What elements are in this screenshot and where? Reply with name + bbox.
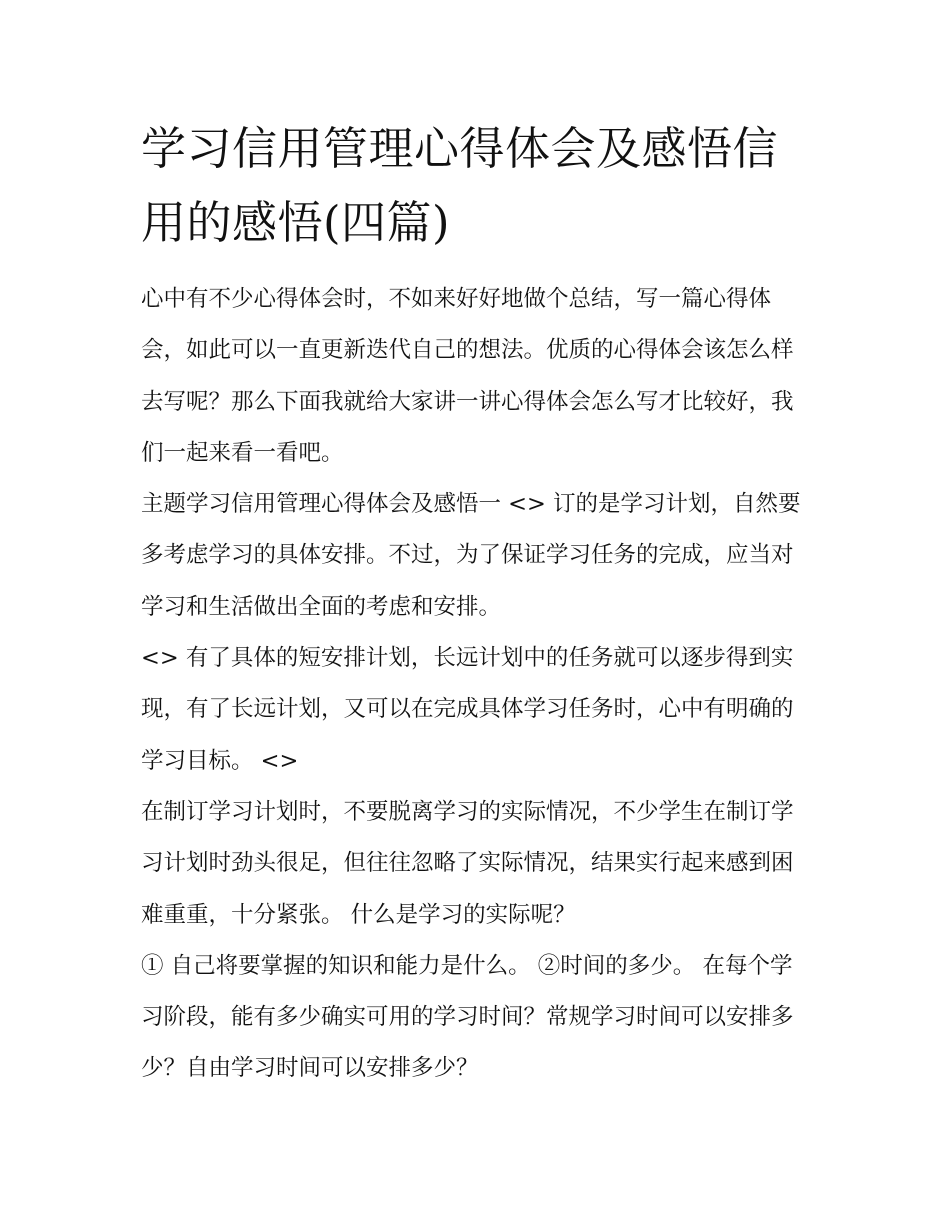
document-title: 学习信用管理心得体会及感悟信用的感悟(四篇) — [141, 122, 779, 249]
paragraph-4: 在制订学习计划时，不要脱离学习的实际情况，不少学生在制订学习计划时劲头很足，但往往忽略了实际情况，结果实行起来感到困难重重，十分紧张。 什么是学习的实际呢？ — [141, 798, 794, 928]
document-body — [141, 112, 813, 1095]
paragraph-3: <> 有了具体的短安排计划，长远计划中的任务就可以逐步得到实现，有了长远计划，又可以在完成具体学习任务时，心中有明确的学习目标。 <> — [141, 645, 794, 774]
paragraph-2: 主题学习信用管理心得体会及感悟一 <> 订的是学习计划，自然要多考虑学习的具体安排。不过，为了保证学习任务的完成，应当对学习和生活做出全面的考虑和安排。 — [141, 491, 801, 620]
paragraph-5: ① 自己将要掌握的知识和能力是什么。 ②时间的多少。 在每个学习阶段，能有多少确实可用的学习时间？常规学习时间可以安排多少？自由学习时间可以安排多少？ — [141, 952, 794, 1082]
paragraph-1: 心中有不少心得体会时，不如来好好地做个总结，写一篇心得体会，如此可以一直更新迭代自己的想法。优质的心得体会该怎么样去写呢？那么下面我就给大家讲一讲心得体会怎么写才比较好，我们一起来看一看吧。 — [141, 286, 794, 466]
